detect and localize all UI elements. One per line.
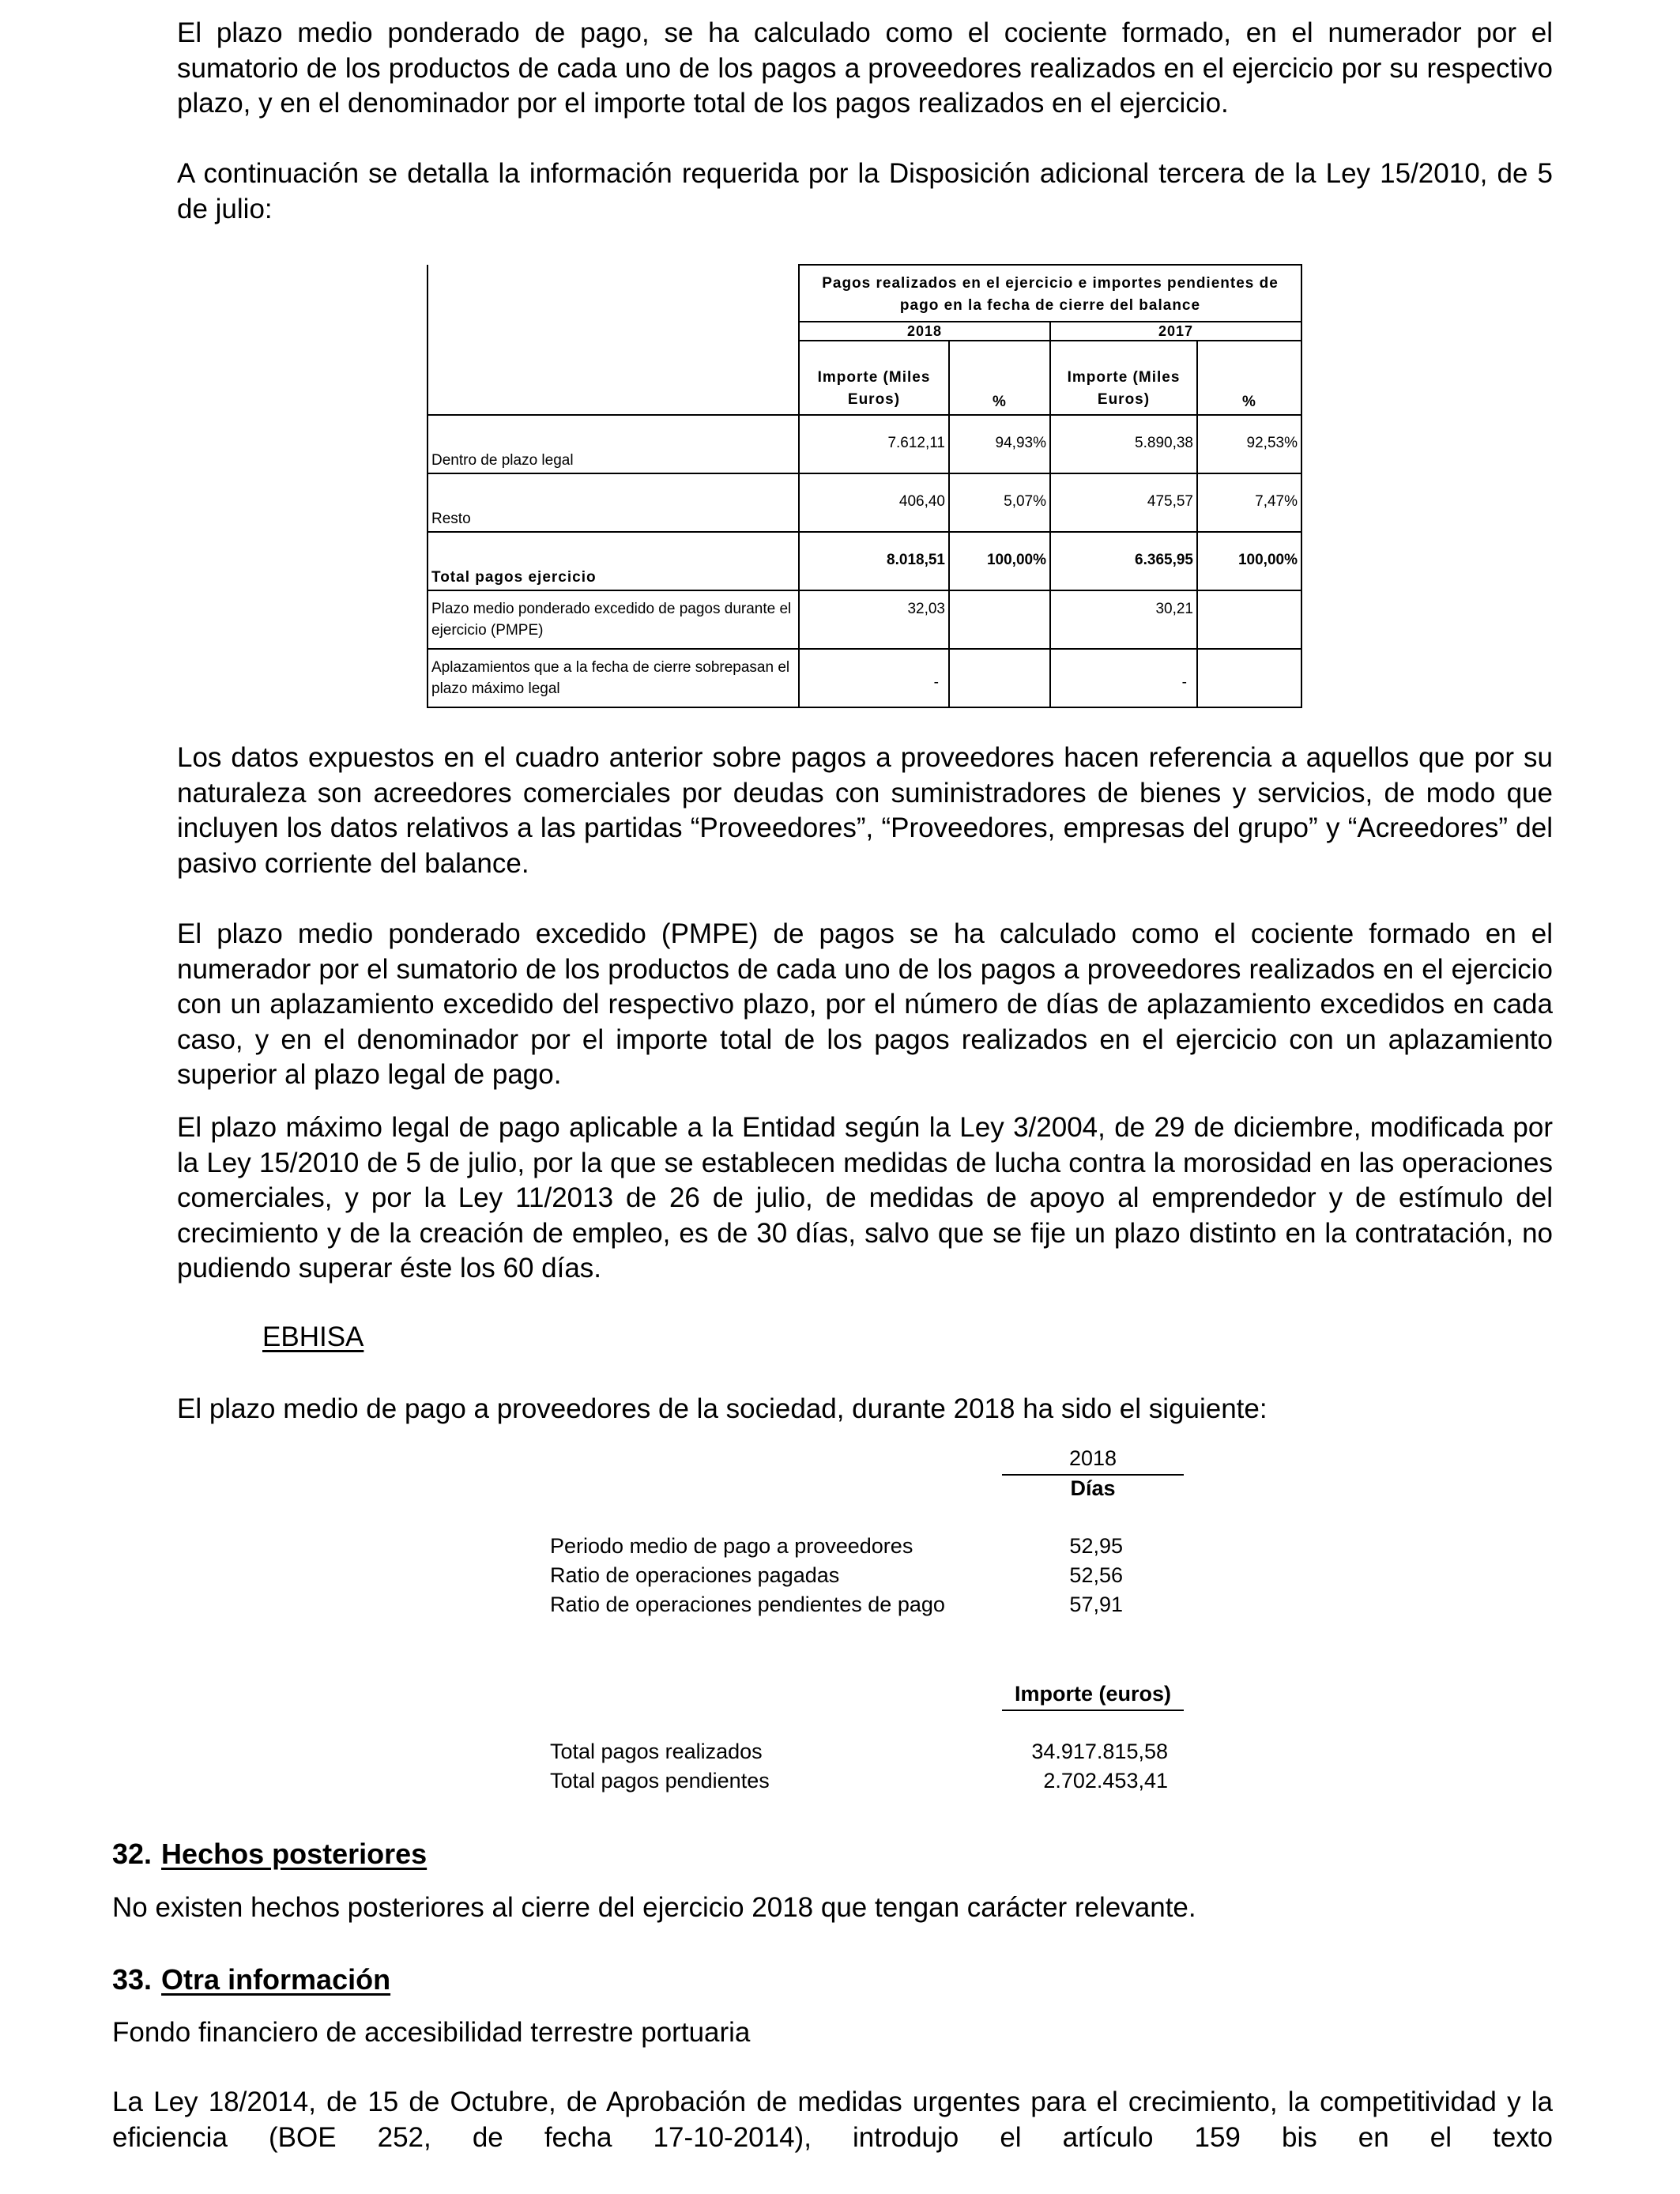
total-label: Total pagos pendientes — [550, 1769, 770, 1793]
table-header-title: Pagos realizados en el ejercicio e importes pendientes de pago en la fecha de cierre del balance — [799, 265, 1301, 322]
cell-importe-2017: - — [1050, 649, 1197, 707]
cell-importe-2018: 8.018,51 — [799, 532, 949, 590]
cell-importe-2018: 7.612,11 — [799, 415, 949, 473]
ratio-value: 57,91 — [1069, 1593, 1123, 1616]
section-heading: Otra información — [161, 1963, 391, 1996]
fondo-heading-paragraph: Fondo financiero de accesibilidad terrestre portuaria — [112, 2017, 751, 2048]
cell-importe-2017: 5.890,38 — [1050, 415, 1197, 473]
pmpe-paragraph: El plazo medio ponderado excedido (PMPE) de pagos se ha calculado como el cociente formado en el numerador por el sumatorio de los productos de cada uno de los pagos a proveedores realizados en el ejercicio con un aplazamiento excedido del respectivo plazo, por el número de días de aplazamiento excedidos en cada caso, y en el denominador por el importe total de los pagos realizados en el ejercicio con un aplazamiento superior al plazo legal de pago. — [177, 918, 1553, 1090]
section-number: 33. — [112, 1963, 153, 1996]
payments-table — [427, 264, 1302, 708]
ratio-label: Periodo medio de pago a proveedores — [550, 1534, 913, 1558]
section-33-title — [112, 1963, 390, 1996]
ebhisa-heading: EBHISA — [262, 1321, 364, 1352]
ratio-value: 52,95 — [1069, 1534, 1123, 1558]
ratio-label: Ratio de operaciones pagadas — [550, 1563, 840, 1587]
cell-pct-2018: 94,93% — [949, 415, 1050, 473]
table-intro-paragraph: A continuación se detalla la información requerida por la Disposición adicional tercera de la Ley 15/2010, de 5 de julio: — [177, 158, 1553, 224]
cell-pct-2018: 100,00% — [949, 532, 1050, 590]
ebhisa-intro-paragraph: El plazo medio de pago a proveedores de la sociedad, durante 2018 ha sido el siguiente: — [177, 1393, 1268, 1424]
cell-pct-2018 — [949, 649, 1050, 707]
table-corner-cell — [428, 265, 799, 415]
section-heading: Hechos posteriores — [161, 1838, 428, 1870]
section-32-title — [112, 1838, 427, 1871]
ratio-value: 52,56 — [1069, 1563, 1123, 1587]
cell-pct-2017 — [1197, 590, 1301, 649]
row-label: Aplazamientos que a la fecha de cierre sobrepasan el plazo máximo legal — [428, 649, 799, 707]
section-32-paragraph: No existen hechos posteriores al cierre del ejercicio 2018 que tengan carácter relevante. — [112, 1892, 1196, 1923]
intro-paragraph: El plazo medio ponderado de pago, se ha calculado como el cociente formado, en el numerador por el sumatorio de los productos de cada uno de los pagos a proveedores realizados en el ejercicio por su respectivo plazo, y en el denominador por el importe total de los pagos realizados en el ejercicio. — [177, 17, 1553, 119]
col-pct-2017: % — [1197, 341, 1301, 415]
ley-paragraph: La Ley 18/2014, de 15 de Octubre, de Aprobación de medidas urgentes para el crecimiento, la competitividad y la eficiencia (BOE 252, de fecha 17-10-2014), introdujo el artículo 159 bis en el texto — [112, 2087, 1553, 2153]
cell-pct-2017 — [1197, 649, 1301, 707]
row-label: Plazo medio ponderado excedido de pagos durante el ejercicio (PMPE) — [428, 590, 799, 649]
section-number: 32. — [112, 1838, 153, 1870]
ebhisa-unit: Días — [1070, 1476, 1116, 1500]
table-year-2017: 2017 — [1050, 322, 1301, 341]
cell-importe-2018: - — [799, 649, 949, 707]
cell-importe-2018: 32,03 — [799, 590, 949, 649]
cell-pct-2018: 5,07% — [949, 473, 1050, 532]
row-label: Resto — [428, 473, 799, 532]
row-label: Dentro de plazo legal — [428, 415, 799, 473]
ebhisa-year: 2018 — [1002, 1446, 1184, 1476]
cell-pct-2017: 7,47% — [1197, 473, 1301, 532]
cell-pct-2018 — [949, 590, 1050, 649]
table-row — [428, 649, 1301, 707]
table-row — [428, 532, 1301, 590]
total-value: 34.917.815,58 — [1031, 1740, 1168, 1763]
table-row — [428, 473, 1301, 532]
table-year-2018: 2018 — [799, 322, 1050, 341]
col-importe-2017: Importe (Miles Euros) — [1050, 341, 1197, 415]
cell-importe-2017: 475,57 — [1050, 473, 1197, 532]
cell-importe-2017: 30,21 — [1050, 590, 1197, 649]
total-value: 2.702.453,41 — [1043, 1769, 1168, 1793]
total-label: Total pagos realizados — [550, 1740, 763, 1763]
table-row — [428, 590, 1301, 649]
col-importe-2018: Importe (Miles Euros) — [799, 341, 949, 415]
cell-pct-2017: 92,53% — [1197, 415, 1301, 473]
cell-importe-2017: 6.365,95 — [1050, 532, 1197, 590]
table-row — [428, 415, 1301, 473]
legal-term-paragraph: El plazo máximo legal de pago aplicable a la Entidad según la Ley 3/2004, de 29 de diciembre, modificada por la Ley 15/2010 de 5 de julio, por la que se establecen medidas de lucha contra la morosidad en las operaciones comerciales, y por la Ley 11/2013 de 26 de julio, de medidas de apoyo al emprendedor y de estímulo del crecimiento y de la creación de empleo, es de 30 días, salvo que se fije un plazo distinto en la contratación, no pudiendo superar éste los 60 días. — [177, 1112, 1553, 1284]
row-label: Total pagos ejercicio — [428, 532, 799, 590]
cell-importe-2018: 406,40 — [799, 473, 949, 532]
importe-header: Importe (euros) — [1002, 1682, 1184, 1711]
col-pct-2018: % — [949, 341, 1050, 415]
cell-pct-2017: 100,00% — [1197, 532, 1301, 590]
table-explanation-paragraph: Los datos expuestos en el cuadro anterior sobre pagos a proveedores hacen referencia a aquellos que por su naturaleza son acreedores comerciales por deudas con suministradores de bienes y servicios, de modo que incluyen los datos relativos a las partidas “Proveedores”, “Proveedores, empresas del grupo” y “Acreedores” del pasivo corriente del balance. — [177, 742, 1553, 879]
ratio-label: Ratio de operaciones pendientes de pago — [550, 1593, 945, 1616]
